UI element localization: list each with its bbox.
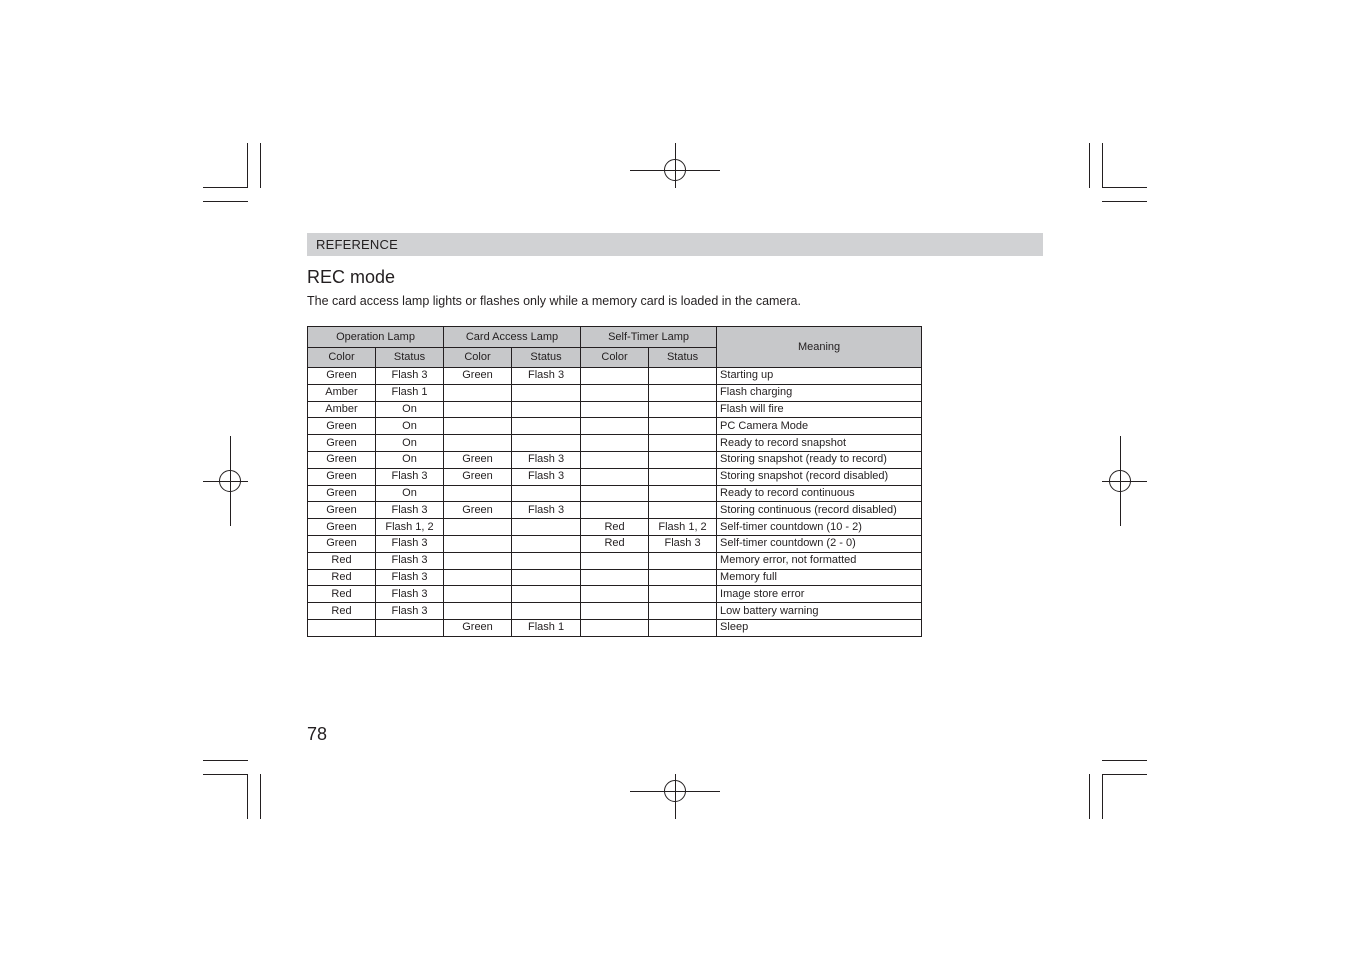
- lamp-cell: [444, 569, 512, 586]
- meaning-cell: Low battery warning: [717, 603, 922, 620]
- lamp-cell: [512, 485, 581, 502]
- lamp-cell: [581, 485, 649, 502]
- meaning-cell: Flash charging: [717, 384, 922, 401]
- table-row: [308, 619, 922, 636]
- section-header: [307, 233, 1043, 256]
- meaning-cell: Self-timer countdown (2 - 0): [717, 535, 922, 552]
- lamp-cell: Green: [444, 368, 512, 385]
- lamp-cell: Flash 3: [376, 569, 444, 586]
- subheader-cell: Color: [581, 348, 649, 368]
- lamp-cell: [444, 519, 512, 536]
- lamp-cell: Green: [308, 519, 376, 536]
- lamp-cell: [512, 569, 581, 586]
- lamp-cell: Green: [444, 468, 512, 485]
- table-row: [308, 586, 922, 603]
- lamp-cell: [581, 468, 649, 485]
- lamp-cell: [581, 603, 649, 620]
- meaning-cell: Memory error, not formatted: [717, 552, 922, 569]
- lamp-cell: Green: [308, 368, 376, 385]
- crop-mark: [1102, 774, 1103, 819]
- lamp-cell: [649, 502, 717, 519]
- lamp-cell: Flash 3: [512, 468, 581, 485]
- lamp-cell: Flash 3: [376, 535, 444, 552]
- crop-mark: [203, 201, 248, 202]
- crop-mark: [260, 774, 261, 819]
- lamp-cell: [649, 468, 717, 485]
- lamp-cell: [512, 586, 581, 603]
- subheader-cell: Status: [649, 348, 717, 368]
- table-row: [308, 502, 922, 519]
- meaning-cell: Self-timer countdown (10 - 2): [717, 519, 922, 536]
- lamp-cell: [581, 384, 649, 401]
- crop-mark: [203, 187, 248, 188]
- table-row: [308, 418, 922, 435]
- meaning-cell: Storing continuous (record disabled): [717, 502, 922, 519]
- lamp-cell: [308, 619, 376, 636]
- crop-mark: [1102, 143, 1103, 188]
- page-number: 78: [307, 724, 328, 744]
- lamp-cell: On: [376, 418, 444, 435]
- subheader-cell: Status: [376, 348, 444, 368]
- lamp-cell: [512, 384, 581, 401]
- lamp-cell: [649, 586, 717, 603]
- lamp-cell: [512, 519, 581, 536]
- lamp-cell: Amber: [308, 384, 376, 401]
- crop-mark: [247, 143, 248, 188]
- meaning-cell: Flash will fire: [717, 401, 922, 418]
- lamp-cell: [512, 435, 581, 452]
- crop-mark: [1102, 774, 1147, 775]
- lamp-cell: Flash 3: [512, 368, 581, 385]
- lamp-cell: [581, 451, 649, 468]
- lamp-cell: Green: [444, 502, 512, 519]
- lamp-cell: Green: [308, 451, 376, 468]
- lamp-cell: Flash 3: [512, 451, 581, 468]
- lamp-cell: [444, 384, 512, 401]
- meaning-cell: Image store error: [717, 586, 922, 603]
- lamp-cell: Flash 1, 2: [376, 519, 444, 536]
- meaning-cell: Storing snapshot (ready to record): [717, 451, 922, 468]
- lamp-cell: [444, 435, 512, 452]
- lamp-cell: [581, 435, 649, 452]
- lamp-cell: Flash 3: [376, 603, 444, 620]
- crop-mark: [1102, 187, 1147, 188]
- lamp-cell: Flash 1: [376, 384, 444, 401]
- registration-circle: [664, 159, 686, 181]
- lamp-cell: [376, 619, 444, 636]
- lamp-cell: Red: [308, 603, 376, 620]
- lamp-cell: [581, 569, 649, 586]
- lamp-cell: [649, 552, 717, 569]
- crop-mark: [260, 143, 261, 188]
- lamp-cell: [581, 418, 649, 435]
- lamp-cell: [581, 552, 649, 569]
- lamp-cell: Flash 3: [376, 586, 444, 603]
- table-row: [308, 569, 922, 586]
- table-row: [308, 535, 922, 552]
- table-row: [308, 519, 922, 536]
- lamp-cell: Green: [308, 468, 376, 485]
- lamp-cell: [649, 451, 717, 468]
- lamp-cell: [512, 401, 581, 418]
- lamp-cell: [581, 401, 649, 418]
- lamp-status-table: [307, 326, 922, 637]
- lamp-cell: [649, 485, 717, 502]
- lamp-cell: [649, 619, 717, 636]
- crop-mark: [203, 774, 248, 775]
- meaning-cell: Storing snapshot (record disabled): [717, 468, 922, 485]
- meaning-header: Meaning: [717, 327, 922, 368]
- table-row: [308, 603, 922, 620]
- group-header-self-timer-lamp: Self-Timer Lamp: [581, 327, 717, 348]
- lamp-cell: [581, 619, 649, 636]
- lamp-cell: [444, 535, 512, 552]
- group-header-card-access-lamp: Card Access Lamp: [444, 327, 581, 348]
- lamp-cell: [444, 401, 512, 418]
- lamp-cell: Green: [444, 619, 512, 636]
- lamp-cell: [649, 401, 717, 418]
- lamp-cell: Red: [308, 586, 376, 603]
- lamp-cell: Red: [581, 535, 649, 552]
- intro-text: The card access lamp lights or flashes only while a memory card is loaded in the camera.: [307, 294, 801, 308]
- lamp-cell: [512, 418, 581, 435]
- crop-mark: [1102, 201, 1147, 202]
- subheader-cell: Color: [444, 348, 512, 368]
- lamp-cell: [512, 535, 581, 552]
- lamp-cell: [649, 384, 717, 401]
- lamp-cell: Green: [308, 535, 376, 552]
- lamp-cell: [444, 418, 512, 435]
- registration-circle: [1109, 470, 1131, 492]
- table-row: [308, 435, 922, 452]
- lamp-cell: Green: [308, 485, 376, 502]
- crop-mark: [1089, 143, 1090, 188]
- table-row: [308, 451, 922, 468]
- lamp-cell: Red: [308, 569, 376, 586]
- lamp-cell: [649, 368, 717, 385]
- lamp-cell: On: [376, 435, 444, 452]
- lamp-cell: [649, 435, 717, 452]
- lamp-cell: Flash 1: [512, 619, 581, 636]
- lamp-cell: Flash 3: [649, 535, 717, 552]
- table-row: [308, 468, 922, 485]
- crop-mark: [1089, 774, 1090, 819]
- lamp-cell: [581, 586, 649, 603]
- lamp-cell: Green: [308, 502, 376, 519]
- crop-mark: [1102, 760, 1147, 761]
- lamp-cell: [649, 603, 717, 620]
- lamp-cell: On: [376, 401, 444, 418]
- table-body: [308, 368, 922, 637]
- lamp-cell: Flash 3: [376, 468, 444, 485]
- lamp-cell: Flash 1, 2: [649, 519, 717, 536]
- lamp-cell: Amber: [308, 401, 376, 418]
- lamp-cell: [581, 502, 649, 519]
- meaning-cell: Starting up: [717, 368, 922, 385]
- registration-circle: [219, 470, 241, 492]
- meaning-cell: Ready to record continuous: [717, 485, 922, 502]
- meaning-cell: Ready to record snapshot: [717, 435, 922, 452]
- lamp-cell: [649, 418, 717, 435]
- crop-mark: [203, 760, 248, 761]
- lamp-cell: [581, 368, 649, 385]
- table-row: [308, 552, 922, 569]
- lamp-cell: Flash 3: [376, 552, 444, 569]
- lamp-cell: [444, 552, 512, 569]
- subheader-cell: Status: [512, 348, 581, 368]
- lamp-cell: Flash 3: [512, 502, 581, 519]
- lamp-cell: On: [376, 451, 444, 468]
- table-row: [308, 384, 922, 401]
- table-row: [308, 485, 922, 502]
- lamp-cell: [512, 603, 581, 620]
- section-label: REFERENCE: [316, 237, 398, 252]
- lamp-cell: [444, 485, 512, 502]
- group-header-operation-lamp: Operation Lamp: [308, 327, 444, 348]
- subheader-cell: Color: [308, 348, 376, 368]
- lamp-cell: [444, 586, 512, 603]
- lamp-cell: Red: [581, 519, 649, 536]
- lamp-cell: Red: [308, 552, 376, 569]
- meaning-cell: Sleep: [717, 619, 922, 636]
- lamp-cell: Green: [444, 451, 512, 468]
- table-row: [308, 368, 922, 385]
- lamp-cell: Green: [308, 435, 376, 452]
- lamp-cell: Flash 3: [376, 502, 444, 519]
- lamp-cell: Green: [308, 418, 376, 435]
- lamp-cell: [649, 569, 717, 586]
- registration-circle: [664, 780, 686, 802]
- lamp-cell: [444, 603, 512, 620]
- meaning-cell: PC Camera Mode: [717, 418, 922, 435]
- table-row: [308, 401, 922, 418]
- meaning-cell: Memory full: [717, 569, 922, 586]
- lamp-cell: [512, 552, 581, 569]
- crop-mark: [247, 774, 248, 819]
- page-title: REC mode: [307, 267, 396, 287]
- lamp-cell: On: [376, 485, 444, 502]
- lamp-cell: Flash 3: [376, 368, 444, 385]
